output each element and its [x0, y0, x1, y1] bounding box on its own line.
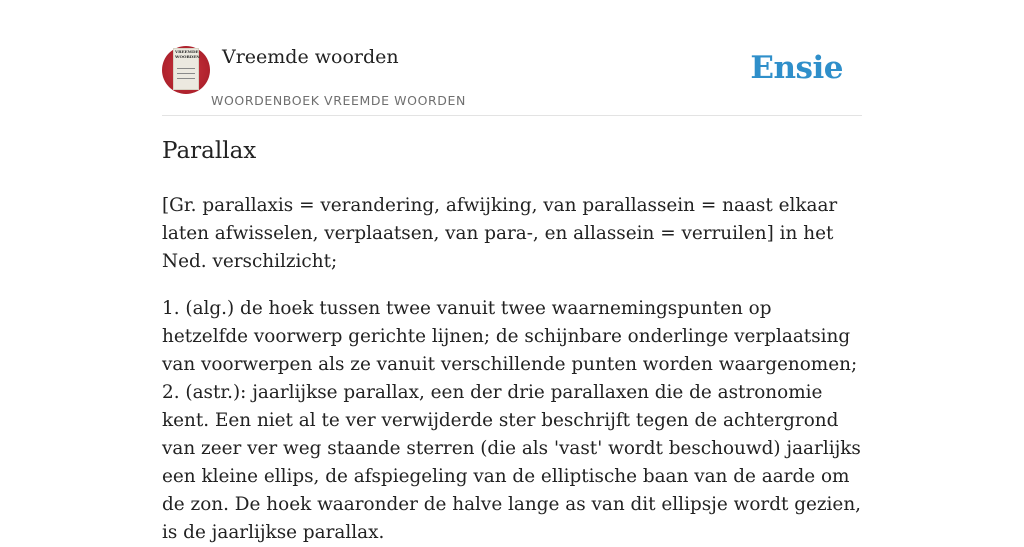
book-cover-decoration	[177, 68, 195, 69]
book-title-link[interactable]: Vreemde woorden	[222, 46, 399, 68]
book-cover-title-line-2: WOORDEN	[175, 54, 200, 59]
content-container	[162, 0, 862, 543]
entry-title: Parallax	[162, 138, 257, 164]
book-cover-avatar[interactable]	[162, 46, 210, 94]
book-cover-decoration	[177, 73, 195, 74]
definition-2: 2. (astr.): jaarlijkse parallax, een der drie parallaxen die de astronomie kent. Een niet al te ver verwijderde ster beschrijft tegen de achtergrond van zeer ver weg staande sterren (die als 'vast' wordt beschouwd) jaarlijks een kleine ellips, de afspiegeling van de elliptische baan van de aarde om de zon. De hoek waaronder de halve lange as van dit ellipsje wordt gezien, is de jaarlijkse parallax.	[162, 382, 862, 543]
book-subtitle: WOORDENBOEK VREEMDE WOORDEN	[211, 93, 466, 108]
entry-definitions	[162, 295, 862, 547]
entry-etymology	[162, 192, 862, 276]
ensie-logo-link[interactable]: Ensie	[750, 50, 843, 86]
book-cover-title-line-1: VREEMDE	[175, 49, 199, 54]
book-cover-decoration	[177, 78, 195, 79]
etymology-text: [Gr. parallaxis = verandering, afwijking, van parallassein = naast elkaar laten afwisselen, verplaatsen, van para-, en allassein = verruilen] in het Ned. verschilzicht;	[162, 195, 838, 272]
book-cover-title	[175, 49, 200, 59]
header	[162, 0, 862, 116]
definition-1: 1. (alg.) de hoek tussen twee vanuit twee waarnemingspunten op hetzelfde voorwerp gerichte lijnen; de schijnbare onderlinge verplaatsing van voorwerpen als ze vanuit verschillende punten worden waargenomen;	[162, 298, 858, 375]
